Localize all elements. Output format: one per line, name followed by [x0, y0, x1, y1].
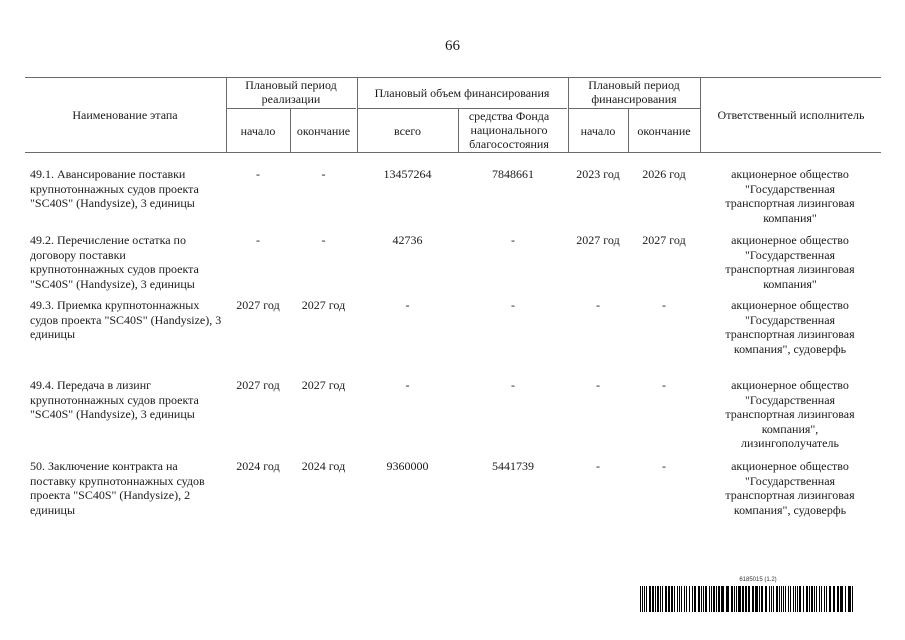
barcode-bar: [713, 586, 715, 612]
barcode-bar: [816, 586, 817, 612]
barcode-bar: [684, 586, 685, 612]
barcode-bar: [829, 586, 831, 612]
barcode-bar: [806, 586, 808, 612]
barcode-icon: [640, 586, 856, 612]
row-1-impl-end: -: [321, 167, 326, 181]
barcode-bar: [689, 586, 690, 612]
row-3-total: -: [405, 298, 410, 312]
row-5-stage-name: 50. Заключение контракта на поставку крупнотоннажных судов проекта "SC40S" (Handysize), 2 единицы: [30, 459, 205, 517]
row-1-fund: 7848661: [492, 167, 534, 181]
barcode-bar: [761, 586, 763, 612]
row-3-fin-end: -: [662, 298, 666, 312]
row-3-stage-name: 49.3. Приемка крупнотоннажных судов проекта "SC40S" (Handysize), 3 единицы: [30, 298, 222, 341]
barcode-bar: [738, 586, 741, 612]
barcode-bar: [803, 586, 804, 612]
barcode-bar: [677, 586, 678, 612]
barcode-bar: [826, 586, 827, 612]
barcode-bar: [781, 586, 782, 612]
barcode-bar: [785, 586, 786, 612]
header-divider-5: [568, 77, 569, 152]
barcode-bar: [790, 586, 791, 612]
barcode-bar: [809, 586, 810, 612]
barcode-bar: [783, 586, 784, 612]
row-5-executor: акционерное общество "Государственная транспортная лизинговая компания", судоверфь: [725, 459, 855, 517]
barcode-bar: [821, 586, 822, 612]
barcode-bar: [852, 586, 853, 612]
barcode-bar: [649, 586, 651, 612]
row-2-fin-start: 2027 год: [576, 233, 620, 247]
header-executor: Ответственный исполнитель: [717, 108, 865, 122]
header-divider-4: [458, 108, 459, 152]
header-subrule-impl: [226, 108, 356, 109]
row-4-fin-start: -: [596, 378, 600, 392]
barcode-bar: [734, 586, 735, 612]
row-4-impl-start: 2027 год: [236, 378, 280, 392]
barcode-bar: [701, 586, 702, 612]
barcode-bar: [833, 586, 835, 612]
barcode-bar: [795, 586, 796, 612]
table-top-border: [25, 77, 881, 78]
barcode-bar: [705, 586, 707, 612]
barcode-bar: [692, 586, 693, 612]
barcode-bar: [819, 586, 820, 612]
row-1-impl-start: -: [256, 167, 260, 181]
row-2-stage-name: 49.2. Перечисление остатка по договору поставки крупнотоннажных судов проекта "SC40S" (Handysize), 3 единицы: [30, 233, 199, 291]
row-5-fin-start: -: [596, 459, 600, 473]
barcode-bar: [679, 586, 680, 612]
row-4-stage-name: 49.4. Передача в лизинг крупнотоннажных судов проекта "SC40S" (Handysize), 3 единицы: [30, 378, 199, 421]
barcode-bar: [662, 586, 663, 612]
barcode-bar: [718, 586, 720, 612]
header-stage-name: Наименование этапа: [72, 108, 178, 122]
barcode-bar: [686, 586, 687, 612]
barcode-bar: [736, 586, 737, 612]
barcode-bar: [694, 586, 696, 612]
barcode-bar: [788, 586, 789, 612]
barcode-bar: [657, 586, 659, 612]
header-impl-start: начало: [240, 124, 276, 138]
barcode-bar: [703, 586, 704, 612]
barcode-bar: [773, 586, 774, 612]
barcode-bar: [644, 586, 645, 612]
header-fin-end: окончание: [637, 124, 691, 138]
barcode-bar: [799, 586, 801, 612]
row-5-total: 9360000: [386, 459, 429, 473]
row-5-impl-end: 2024 год: [301, 459, 346, 473]
row-2-impl-start: -: [256, 233, 260, 247]
barcode-bar: [814, 586, 815, 612]
row-4-impl-end: 2027 год: [301, 378, 346, 392]
barcode-bar: [759, 586, 760, 612]
row-1-executor: акционерное общество "Государственная транспортная лизинговая компания": [725, 167, 855, 225]
barcode-bar: [824, 586, 825, 612]
row-2-impl-end: -: [321, 233, 326, 247]
row-2-total: 42736: [392, 233, 423, 247]
barcode-bar: [640, 586, 641, 612]
row-4-executor: акционерное общество "Государственная транспортная лизинговая компания", лизингополучатель: [725, 378, 855, 450]
row-5-fin-end: -: [662, 459, 666, 473]
barcode-bar: [652, 586, 654, 612]
barcode-bar: [845, 586, 846, 612]
row-2-fund: -: [511, 233, 515, 247]
barcode-bar: [779, 586, 780, 612]
header-impl-period: Плановый период реализации: [245, 78, 337, 106]
barcode-bar: [716, 586, 717, 612]
barcode-bar: [755, 586, 758, 612]
row-1-fin-end: 2026 год: [642, 167, 686, 181]
barcode-bar: [776, 586, 778, 612]
row-5-fund: 5441739: [492, 459, 534, 473]
header-funding-volume: Плановый объем финансирования: [374, 86, 550, 100]
row-3-fund: -: [511, 298, 515, 312]
barcode-bar: [660, 586, 661, 612]
row-1-stage-name: 49.1. Авансирование поставки крупнотоннажных судов проекта "SC40S" (Handysize), 3 единицы: [30, 167, 199, 210]
header-funding-period: Плановый период финансирования: [588, 78, 680, 106]
barcode-bar: [771, 586, 772, 612]
barcode-bar: [742, 586, 744, 612]
barcode-bar: [671, 586, 673, 612]
barcode-bar: [646, 586, 647, 612]
row-2-fin-end: 2027 год: [642, 233, 686, 247]
header-fund: средства Фонда национального благосостояния: [468, 109, 550, 151]
header-total: всего: [393, 124, 422, 138]
barcode-bar: [665, 586, 667, 612]
barcode-bar: [721, 586, 724, 612]
barcode-bar: [840, 586, 843, 612]
barcode-bar: [769, 586, 770, 612]
header-fin-start: начало: [580, 124, 616, 138]
header-bottom-border: [25, 152, 881, 153]
barcode-bar: [837, 586, 839, 612]
row-4-fin-end: -: [662, 378, 666, 392]
barcode-bar: [848, 586, 851, 612]
barcode-bar: [668, 586, 670, 612]
row-3-executor: акционерное общество "Государственная транспортная лизинговая компания", судоверфь: [725, 298, 855, 356]
header-subrule-finperiod: [568, 108, 700, 109]
barcode-bar: [731, 586, 733, 612]
barcode-bar: [698, 586, 700, 612]
barcode-bar: [811, 586, 813, 612]
barcode-bar: [642, 586, 643, 612]
row-4-total: -: [405, 378, 410, 392]
barcode-bar: [674, 586, 675, 612]
page-number: 66: [445, 38, 460, 54]
header-impl-end: окончание: [296, 124, 351, 138]
row-4-fund: -: [511, 378, 515, 392]
row-2-executor: акционерное общество "Государственная транспортная лизинговая компания": [725, 233, 855, 291]
barcode-bar: [748, 586, 750, 612]
header-divider-1: [226, 77, 227, 152]
barcode-bar: [711, 586, 712, 612]
row-1-fin-start: 2023 год: [576, 167, 620, 181]
row-3-fin-start: -: [596, 298, 600, 312]
barcode-bar: [681, 586, 682, 612]
barcode-bar: [793, 586, 794, 612]
barcode-bar: [726, 586, 729, 612]
barcode-bar: [745, 586, 747, 612]
barcode-bar: [765, 586, 767, 612]
row-5-impl-start: 2024 год: [236, 459, 280, 473]
barcode-bar: [797, 586, 798, 612]
barcode-label: 6185015 (1.2): [739, 577, 777, 583]
row-1-total: 13457264: [383, 167, 432, 181]
barcode-bar: [655, 586, 656, 612]
row-3-impl-start: 2027 год: [236, 298, 280, 312]
barcode-bar: [709, 586, 710, 612]
row-3-impl-end: 2027 год: [301, 298, 346, 312]
barcode-bar: [752, 586, 754, 612]
